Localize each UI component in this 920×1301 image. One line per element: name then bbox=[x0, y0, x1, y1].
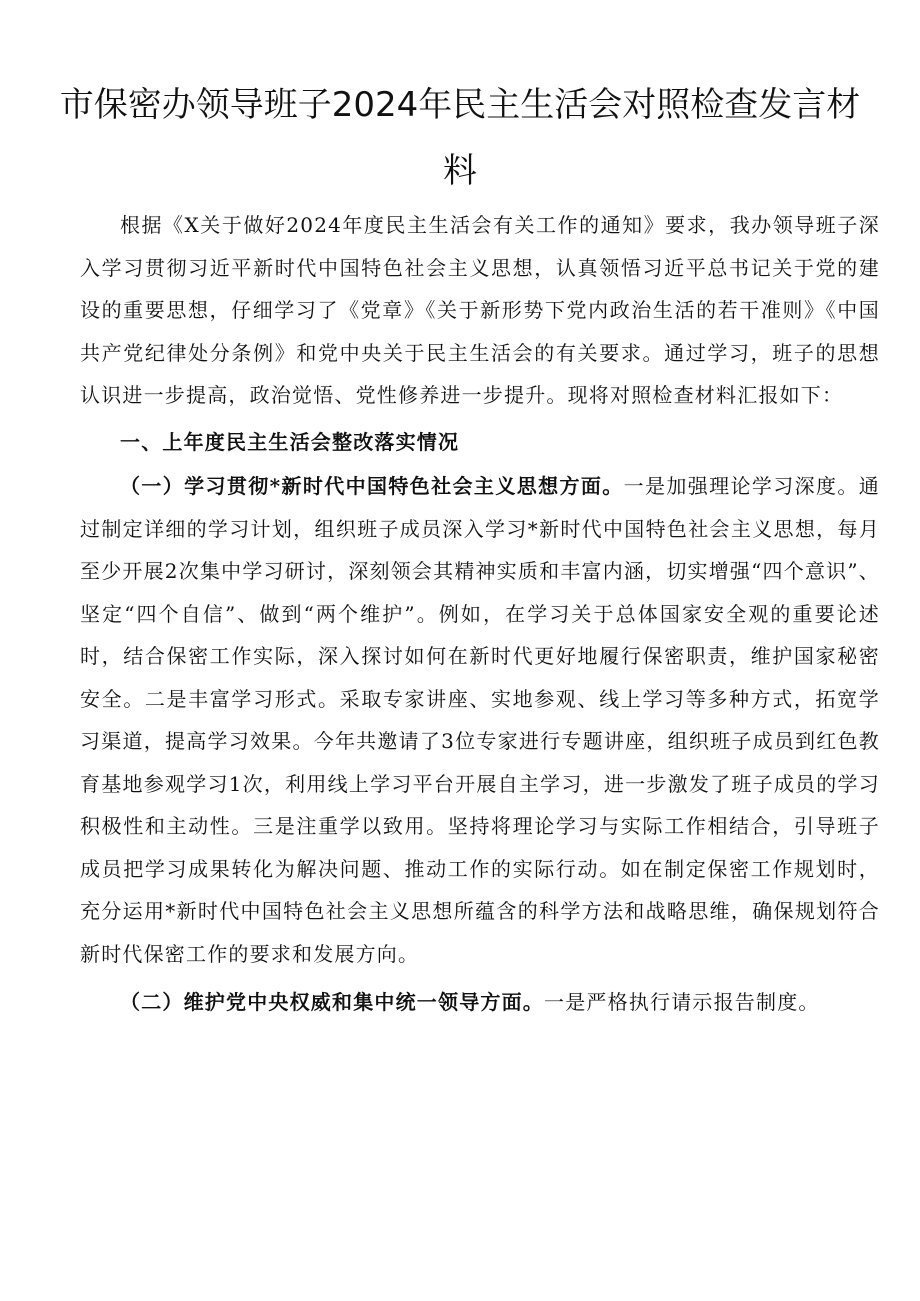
subsection-2-paragraph bbox=[80, 981, 880, 1024]
subsection-1-body: 一是加强理论学习深度。通过制定详细的学习计划，组织班子成员深入学习*新时代中国特色社会主义思想，每月至少开展2次集中学习研讨，深刻领会其精神实质和丰富内涵，切实增强“四个意识”、坚定“四个自信”、做到“两个维护”。例如，在学习关于总体国家安全观的重要论述时，结合保密工作实际，深入探讨如何在新时代更好地履行保密职责，维护国家秘密安全。二是丰富学习形式。采取专家讲座、实地参观、线上学习等多种方式，拓宽学习渠道，提高学习效果。今年共邀请了3位专家进行专题讲座，组织班子成员到红色教育基地参观学习1次，利用线上学习平台开展自主学习，进一步激发了班子成员的学习积极性和主动性。三是注重学以致用。坚持将理论学习与实际工作相结合，引导班子成员把学习成果转化为解决问题、推动工作的实际行动。如在制定保密工作规划时，充分运用*新时代中国特色社会主义思想所蕴含的科学方法和战略思维，确保规划符合新时代保密工作的要求和发展方向。 bbox=[80, 474, 880, 966]
subsection-2-body: 一是严格执行请示报告制度。 bbox=[544, 990, 820, 1014]
subsection-1-paragraph bbox=[80, 465, 880, 975]
section-heading: 一、上年度民主生活会整改落实情况 bbox=[120, 429, 460, 454]
intro-paragraph: 根据《X关于做好2024年度民主生活会有关工作的通知》要求，我办领导班子深入学习贯彻习近平新时代中国特色社会主义思想，认真领悟习近平总书记关于党的建设的重要思想，仔细学习了《党章》《关于新形势下党内政治生活的若干准则》《中国共产党纪律处分条例》和党中央关于民主生活会的有关要求。通过学习，班子的思想认识进一步提高，政治觉悟、党性修养进一步提升。现将对照检查材料汇报如下： bbox=[80, 213, 880, 407]
document-body bbox=[80, 204, 880, 1024]
subsection-1-lead: （一）学习贯彻*新时代中国特色社会主义思想方面。 bbox=[120, 474, 624, 498]
subsection-2-lead: （二）维护党中央权威和集中统一领导方面。 bbox=[120, 990, 544, 1014]
document-title: 市保密办领导班子2024年民主生活会对照检查发言材料 bbox=[59, 85, 861, 191]
